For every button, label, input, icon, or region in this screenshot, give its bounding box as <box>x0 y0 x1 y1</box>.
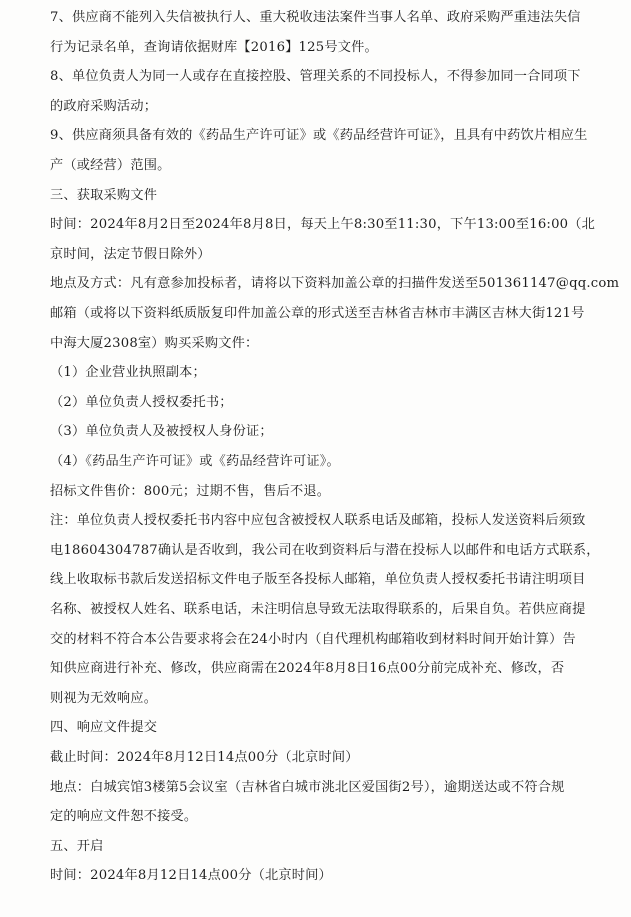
section-heading: 四、响应文件提交 <box>50 720 158 736</box>
text-line: 中海大厦2308室）购买采购文件： <box>50 335 259 351</box>
text-line: 交的材料不符合本公告要求将会在24小时内（自代理机构邮箱收到材料时间开始计算）告 <box>50 631 576 647</box>
text-line: 注：单位负责人授权委托书内容中应包含被授权人联系电话及邮箱，投标人发送资料后须致 <box>50 513 586 529</box>
text-line: 线上收取标书款后发送招标文件电子版至各投标人邮箱，单位负责人授权委托书请注明项目 <box>50 572 586 588</box>
text-line: 时间：2024年8月2日至2024年8月8日，每天上午8:30至11:30，下午13:00至16:00（北 <box>50 217 596 233</box>
text-line: 9、供应商须具备有效的《药品生产许可证》或《药品经营许可证》，且具有中药饮片相应生 <box>50 128 588 144</box>
list-item: （1）企业营业执照副本； <box>50 365 206 381</box>
text-line: 时间：2024年8月12日14点00分（北京时间） <box>50 868 332 884</box>
text-line: 招标文件售价：800元；过期不售，售后不退。 <box>50 483 331 499</box>
text-line: 名称、被授权人姓名、联系电话，未注明信息导致无法取得联系的，后果自负。若供应商提 <box>50 602 586 617</box>
text-line: 地点及方式：凡有意参加投标者，请将以下资料加盖公章的扫描件发送至501361147@qq.com <box>50 276 620 292</box>
text-line: 定的响应文件恕不接受。 <box>50 809 198 825</box>
text-line: 邮箱（或将以下资料纸质版复印件加盖公章的形式送至吉林省吉林市丰满区吉林大街121号 <box>50 306 585 321</box>
text-line: 8、单位负责人为同一人或存在直接控股、管理关系的不同投标人，不得参加同一合同项下 <box>50 69 581 85</box>
text-line: 则视为无效响应。 <box>50 690 158 706</box>
text-line: 截止时间：2024年8月12日14点00分（北京时间） <box>50 750 359 765</box>
list-item: （2）单位负责人授权委托书； <box>50 394 233 410</box>
text-line: 7、供应商不能列入失信被执行人、重大税收违法案件当事人名单、政府采购严重违法失信 <box>50 10 581 25</box>
section-heading: 五、开启 <box>50 838 104 854</box>
text-line: 地点：白城宾馆3楼第5会议室（吉林省白城市洮北区爱国街2号），逾期送达或不符合规 <box>50 779 565 795</box>
list-item: （3）单位负责人及被授权人身份证； <box>50 424 273 440</box>
text-line: 产（或经营）范围。 <box>50 158 171 173</box>
section-heading: 三、获取采购文件 <box>50 187 158 203</box>
list-item: （4）《药品生产许可证》或《药品经营许可证》。 <box>50 454 340 469</box>
text-line: 电18604304787确认是否收到，我公司在收到资料后与潜在投标人以邮件和电话方式联系， <box>50 542 600 558</box>
text-line: 的政府采购活动； <box>50 98 158 114</box>
text-line: 知供应商进行补充、修改，供应商需在2024年8月8日16点00分前完成补充、修改，否 <box>50 661 565 677</box>
text-line: 京时间，法定节假日除外） <box>50 246 211 262</box>
text-line: 行为记录名单，查询请依据财库【2016】125号文件。 <box>50 39 378 55</box>
